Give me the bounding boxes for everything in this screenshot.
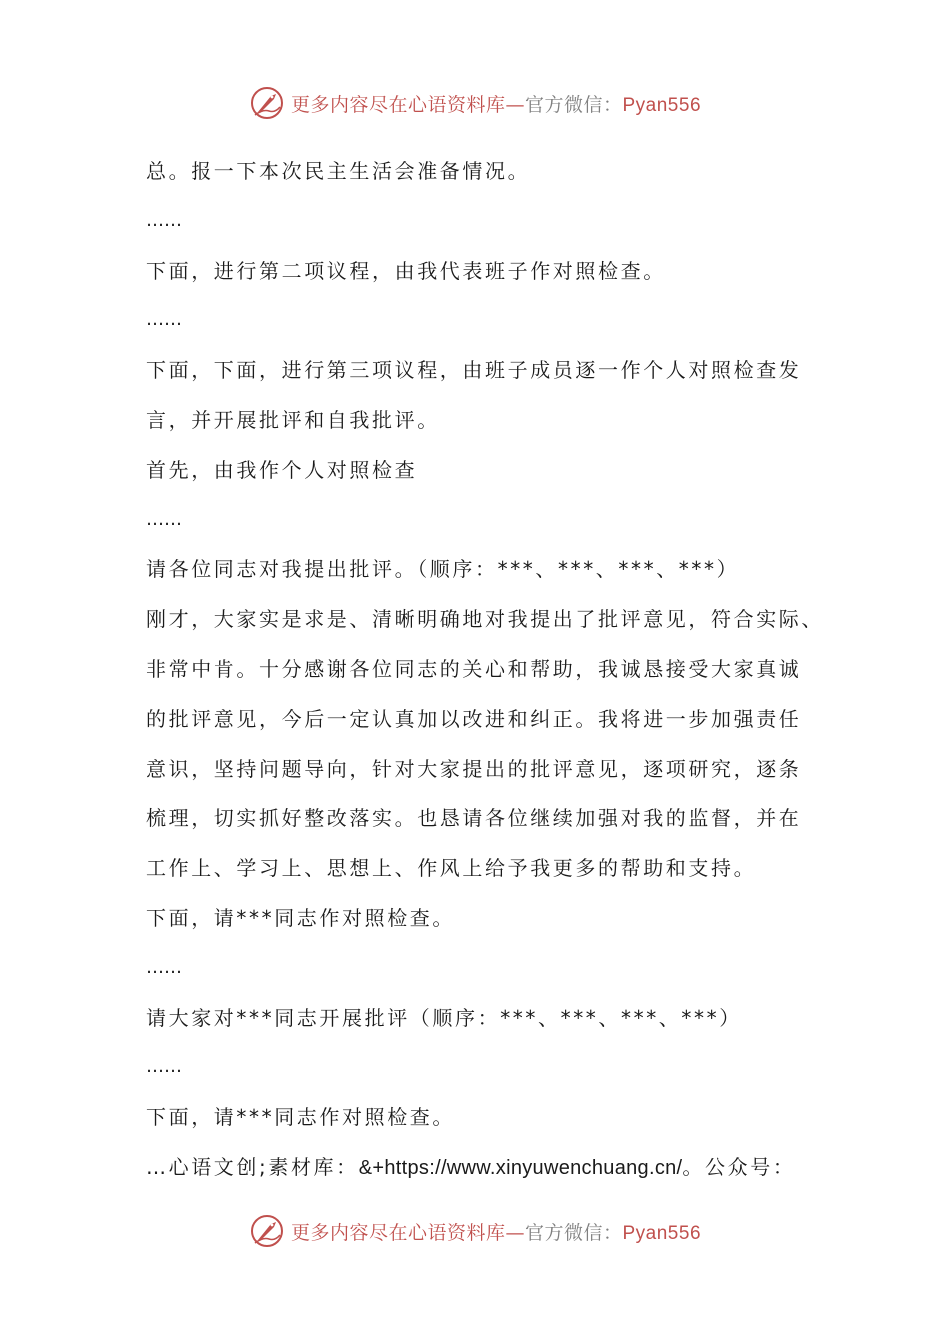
banner-prefix: 更多内容尽在心语资料库 (290, 93, 506, 116)
text-line: 的批评意见，今后一定认真加以改进和纠正。我将进一步加强责任 (146, 706, 802, 731)
banner-dash: — (505, 1221, 525, 1244)
ellipsis-line: …… (146, 209, 182, 231)
source-line (146, 1144, 826, 1194)
text-line: 下面，进行第二项议程，由我代表班子作对照检查。 (146, 258, 666, 283)
banner-text (291, 1218, 701, 1245)
text-line: 请各位同志对我提出批评。（顺序：***、***、***、***） (146, 557, 740, 582)
text-line: 意识，坚持问题导向，针对大家提出的批评意见，逐项研究，逐条 (146, 756, 802, 781)
text-line: 总。报一下本次民主生活会准备情况。 (146, 159, 531, 183)
header-banner (0, 78, 950, 128)
ellipsis-line: …… (146, 508, 182, 530)
text-line: 下面，下面，进行第三项议程，由班子成员逐一作个人对照检查发 (146, 358, 802, 383)
source-prefix: …心语文创;素材库： (146, 1154, 359, 1179)
pen-nib-circle-icon (249, 1213, 285, 1249)
text-line: 下面，请***同志作对照检查。 (146, 905, 455, 930)
ellipsis-line: …… (146, 309, 182, 331)
banner-wechat-label: 官方微信： (524, 1221, 623, 1244)
banner-wechat-id: Pyan556 (622, 94, 702, 116)
banner-wechat-label: 官方微信： (524, 93, 623, 116)
text-line: 下面，请***同志作对照检查。 (146, 1105, 455, 1130)
text-line: 梳理，切实抓好整改落实。也恳请各位继续加强对我的监督，并在 (146, 806, 802, 831)
banner-text (291, 90, 701, 117)
source-suffix: 。公众号： (682, 1154, 796, 1179)
text-line: 工作上、学习上、思想上、作风上给予我更多的帮助和支持。 (146, 856, 757, 881)
pen-nib-circle-icon (249, 85, 285, 121)
text-line: 首先，由我作个人对照检查 (146, 457, 418, 482)
banner-wechat-id: Pyan556 (622, 1222, 702, 1244)
banner-dash: — (505, 93, 525, 116)
text-line: 言，并开展批评和自我批评。 (146, 407, 440, 432)
footer-banner (0, 1206, 950, 1256)
source-url[interactable]: &+https://www.xinyuwenchuang.cn/ (358, 1156, 683, 1179)
ellipsis-line: …… (146, 1056, 182, 1078)
document-body (146, 148, 826, 1194)
text-line: 刚才，大家实是求是、清晰明确地对我提出了批评意见，符合实际、 (146, 607, 824, 632)
ellipsis-line: …… (146, 956, 182, 978)
text-line: 请大家对***同志开展批评（顺序：***、***、***、***） (146, 1005, 742, 1030)
text-line: 非常中肯。十分感谢各位同志的关心和帮助，我诚恳接受大家真诚 (146, 656, 802, 681)
banner-prefix: 更多内容尽在心语资料库 (290, 1221, 506, 1244)
